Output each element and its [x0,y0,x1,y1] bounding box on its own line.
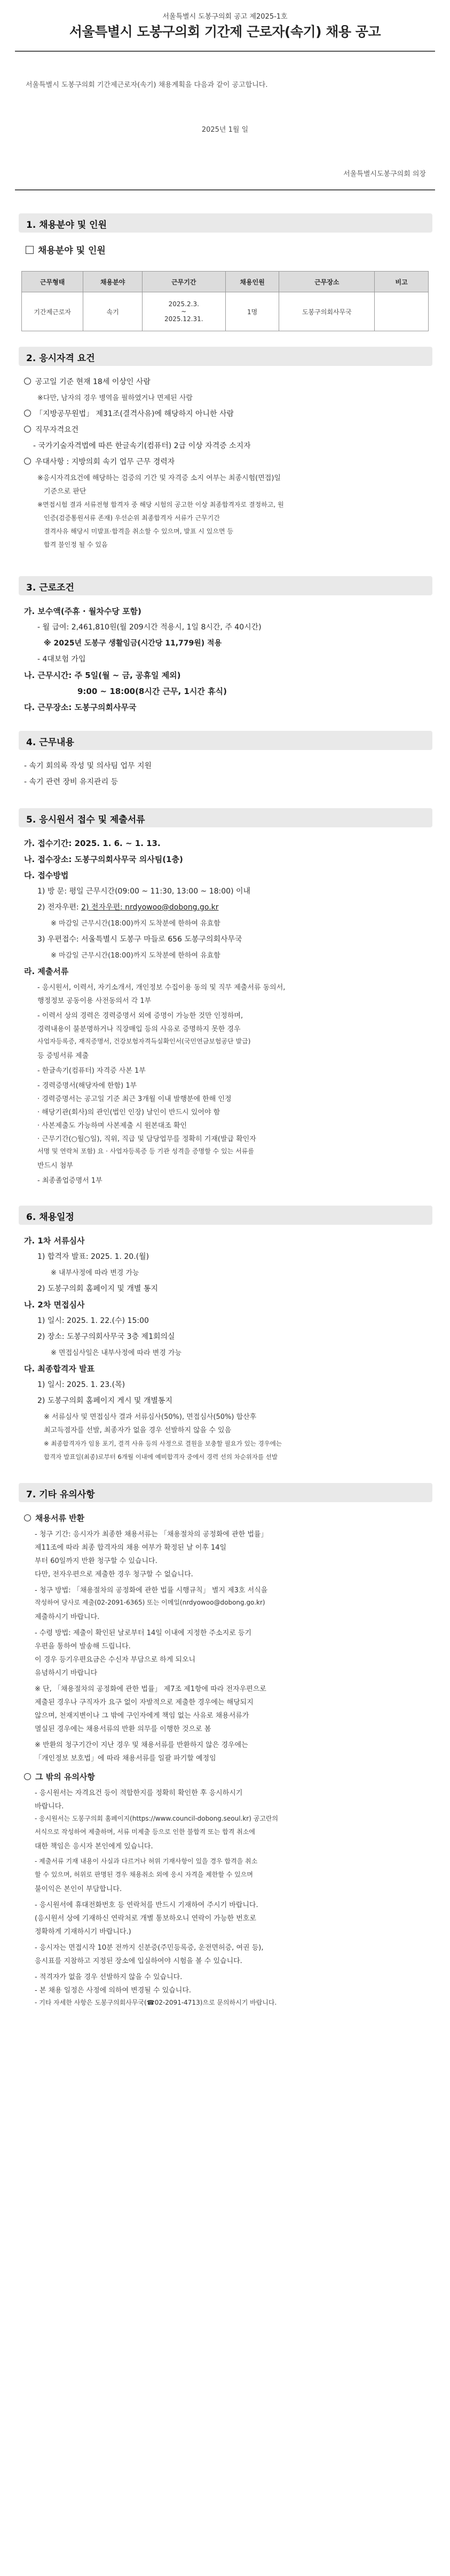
s7-line-18: 「개인정보 보호법」에 따라 채용서류를 일괄 파기할 예정임 [35,1754,216,1762]
s7-line-14: 제출된 경우나 구직자가 요구 없이 자발적으로 제출한 경우에는 해당되지 [35,1698,254,1706]
section-2-title: 2. 응시자격 요건 [26,353,95,364]
s2-line-11: 결격사유 해당시 미발표·합격을 취소할 수 있으며, 발표 시 있으면 등 [44,528,233,535]
s5-line-10: - 응시원서, 이력서, 자기소개서, 개인정보 수집이용 동의 및 직무 제출서류 동의서, [37,984,286,992]
issuer: 서울특별시도봉구의회 의장 [343,170,426,178]
s5-line-6: ※ 마감일 근무시간(18:00)까지 도착분에 한하여 유효함 [51,920,220,928]
notice-number: 서울특별시 도봉구의회 공고 제2025-1호 [162,13,288,21]
s6-line-1: 가. 1차 서류심사 [24,1236,85,1246]
section-4-title: 4. 근무내용 [26,737,74,748]
s2-line-1 [24,376,151,387]
cell-note [375,292,429,331]
s2-line-3 [24,408,234,419]
section-6-title: 6. 채용일정 [26,1212,74,1223]
s7-line-29: (응시원서 상에 기재하신 연락처로 개별 통보하오니 연락이 가능한 번호로 [35,1915,256,1923]
s2-line-10: 인증(검증통원서류 존재) 우선순위 최종합격자 서류가 근무기간 [44,514,220,522]
s6-line-8: ※ 면접심사일은 내부사정에 따라 변경 가능 [51,1349,182,1357]
section-1-header [19,213,432,233]
s5-line-5: 2) 전자우편: 2) 전자우편: nrdyowoo@dobong.go.kr [37,903,219,912]
circle-bullet-icon [24,1514,31,1521]
s5-line-20: · 사본제출도 가능하며 사본제출 시 원본대조 확인 [37,1122,187,1130]
s3-line-2: - 월 급여: 2,461,810원(월 209시간 적용시, 1일 8시간, 주 40시간) [37,623,262,632]
s2-line-3-text: 「지방공무원법」 제31조(결격사유)에 해당하지 아니한 사람 [35,410,234,418]
s7-line-8: 제출하시기 바랍니다. [35,1613,100,1621]
s5-line-14: 사업자등록증, 재직증명서, 건강보험자격득실확인서(국민연금보험공단 발급) [37,1038,251,1045]
s6-line-5: 나. 2차 면접심사 [24,1300,85,1310]
s7-line-3: 제11조에 따라 최종 합격자의 채용 여부가 확정된 날 이후 14일 [35,1544,227,1552]
s7-line-17: ※ 반환의 청구기간이 지난 경우 및 채용서류를 반환하지 않은 경우에는 [35,1741,248,1749]
cell-type: 기간제근로자 [22,292,83,331]
cell-field: 속기 [83,292,142,331]
s6-line-3: ※ 내부사정에 따라 변경 가능 [51,1269,139,1277]
s6-line-12: ※ 서류심사 및 면접심사 결과 서류심사(50%), 면접심사(50%) 합산후 [44,1413,257,1421]
s7-line-26: 할 수 있으며, 허위로 판명된 경우 채용취소 외에 응시 자격을 제한할 수 있으며 [35,1871,253,1878]
s6-line-14: ※ 최종합격자가 임용 포기, 결격 사유 등의 사정으로 결원을 보충할 필요가 있는 경우에는 [44,1440,282,1447]
section-6-header [19,1206,432,1225]
s5-line-21: · 근무기간(○월○일), 직위, 직급 및 담당업무를 정확히 기재(발급 확인자 [37,1135,256,1143]
s6-line-7: 2) 장소: 도봉구의회사무국 3층 제1회의실 [37,1333,175,1341]
s7-line-21: 바랍니다. [35,1803,64,1811]
intro-text: 서울특별시 도봉구의회 기간제근로자(속기) 채용계획을 다음과 같이 공고합니다. [26,81,268,89]
s7-line-24: 대한 책임은 응시자 본인에게 있습니다. [35,1843,153,1851]
s2-line-8: 기준으로 판단 [44,488,86,496]
recruit-table [21,271,429,331]
s7-line-1 [24,1512,84,1524]
s6-line-2: 1) 합격자 발표: 2025. 1. 20.(월) [37,1253,149,1261]
s5-line-19: · 해당기관(회사)의 관인(법인 인장) 날인이 반드시 있어야 함 [37,1108,220,1116]
circle-bullet-icon [24,426,31,433]
s2-line-4-text: 직무자격요건 [35,426,79,434]
col-place: 근무장소 [279,272,375,292]
s6-line-10: 1) 일시: 2025. 1. 23.(목) [37,1381,125,1389]
s7-line-33: - 적격자가 없을 경우 선발하지 않을 수 있습니다. [35,1973,183,1981]
col-period: 근무기간 [142,272,225,292]
circle-bullet-icon [24,410,31,417]
s7-line-9: - 수령 방법: 제출이 확인된 날로부터 14일 이내에 지정한 주소지로 등기 [35,1629,252,1637]
s7-line-7: 작성하여 당사로 제출(02-2091-6365) 또는 이메일(nrdyowoo@dobong.go.kr) [35,1599,265,1606]
s2-line-6-text: 우대사항 : 지방의회 속기 업무 근무 경력자 [35,458,175,466]
s6-line-13: 최고득점자를 선발, 최종자가 없을 경우 선발하지 않을 수 있음 [44,1426,232,1434]
section-5-header [19,808,432,827]
section-3-title: 3. 근로조건 [26,583,74,593]
s7-line-11: 이 경우 등기우편요금은 수신자 부담으로 하게 되오니 [35,1656,196,1664]
s5-line-16: - 한글속기(컴퓨터) 자격증 사본 1부 [37,1067,146,1075]
s7-line-28: - 응시원서에 휴대전화번호 등 연락처를 반드시 기재하여 주시기 바랍니다. [35,1901,258,1909]
s2-line-6 [24,456,175,467]
s2-line-7: ※응시자격요건에 해당하는 검증의 기간 및 자격증 소지 여부는 최종시험(면접)일 [37,474,281,482]
s7-line-35: - 기타 자세한 사항은 도봉구의회사무국(☎02-2091-4713)으로 문의하시기 바랍니다. [35,1999,277,2006]
col-field: 채용분야 [83,272,142,292]
s4-line-2: - 속기 관련 장비 유지관리 등 [24,778,119,786]
page-title: 서울특별시 도봉구의회 기간제 근로자(속기) 채용 공고 [69,24,381,39]
header-divider [15,189,435,190]
s3-line-3: ※ 2025년 도봉구 생활임금(시간당 11,779원) 적용 [44,639,222,648]
s4-line-1: - 속기 회의록 작성 및 의사팀 업무 지원 [24,762,152,770]
cell-period [142,292,225,331]
section-7-header [19,1483,432,1502]
s7-line-22: - 응시원서는 도봉구의회 홈페이지(https://www.council-dobong.seoul.kr) 공고란의 [35,1815,279,1822]
col-count: 채용인원 [225,272,279,292]
s5-line-11: 행정정보 공동이용 사전동의서 각 1부 [37,997,152,1005]
s7-line-15: 않으며, 천재지변이나 그 밖에 구인자에게 책임 없는 사유로 채용서류가 [35,1712,249,1720]
s3-line-4: - 4대보험 가입 [37,655,86,664]
s7-line-25: - 제출서류 기재 내용이 사실과 다르거나 허위 기재사항이 있을 경우 합격을 취소 [35,1857,258,1865]
title-divider [15,51,435,52]
s7-line-5: 다만, 전자우편으로 제출한 경우 청구할 수 없습니다. [35,1570,193,1578]
col-note: 비고 [375,272,429,292]
s5-line-2: 나. 접수장소: 도봉구의회사무국 의사팀(1층) [24,855,183,864]
s3-line-7: 다. 근무장소: 도봉구의회사무국 [24,703,137,712]
recruit-subheading [26,243,106,256]
s5-line-3: 다. 접수방법 [24,871,69,880]
s7-line-23: 서식으로 작성하여 제출하며, 서류 미제출 등으로 인한 불합격 또는 합격 취소에 [35,1828,255,1836]
s5-line-23: 반드시 첨부 [37,1162,73,1170]
col-type: 근무형태 [22,272,83,292]
s2-line-2: ※다만, 남자의 경우 병역을 필하였거나 면제된 사람 [37,394,193,402]
s5-line-7: 3) 우편접수: 서울특별시 도봉구 마들로 656 도봉구의회사무국 [37,935,242,944]
circle-bullet-icon [24,378,31,385]
s6-line-4: 2) 도봉구의회 홈페이지 및 개별 통지 [37,1285,158,1293]
s5-line-4: 1) 방 문: 평일 근무시간(09:00 ~ 11:30, 13:00 ~ 18:00) 이내 [37,887,251,896]
s5-line-9: 라. 제출서류 [24,967,69,976]
s6-line-11: 2) 도봉구의회 홈페이지 게시 및 개별통지 [37,1397,173,1405]
email-link[interactable]: 2) 전자우편: nrdyowoo@dobong.go.kr [81,903,219,912]
s7-line-20: - 응시원서는 자격요건 등이 적합한지를 정확히 확인한 후 응시하시기 [35,1789,243,1797]
section-2-header [19,347,432,366]
s2-line-4 [24,424,78,435]
s7-line-19 [24,1771,95,1782]
s5-line-12: - 이력서 상의 경력은 경력증명서 외에 증명이 가능한 것만 인정하며, [37,1012,243,1020]
s6-line-15: 합격자 발표일(최종)로부터 6개월 이내에 예비합격자 중에서 경력 선의 차순위자를 선발 [44,1453,278,1461]
checkbox-icon [26,246,34,254]
s7-line-16: 멸실된 경우에는 채용서류의 반환 의무를 이행한 것으로 봄 [35,1725,211,1733]
s6-line-6: 1) 일시: 2025. 1. 22.(수) 15:00 [37,1317,149,1325]
s5-line-15: 등 증빙서류 제출 [37,1052,89,1060]
s2-line-1-text: 공고일 기준 현재 18세 이상인 사람 [35,378,151,386]
table-row [22,292,429,331]
section-3-header [19,576,432,595]
s5-line-24: - 최종졸업증명서 1부 [37,1177,102,1185]
period-end: 2025.12.31. [164,315,203,323]
section-1-title: 1. 채용분야 및 인원 [26,220,107,230]
s7-line-10: 우편을 통하여 발송해 드립니다. [35,1642,131,1650]
recruit-subheading-label: 채용분야 및 인원 [38,245,106,256]
s7-line-4: 부터 60일까지 반환 청구할 수 있습니다. [35,1557,157,1565]
s7-line-13: ※ 단, 「채용절차의 공정화에 관한 법률」 제7조 제1항에 따라 전자우편으로 [35,1685,266,1693]
circle-bullet-icon [24,458,31,465]
s7-line-2: - 청구 기간: 응시자가 최종한 채용서류는 「채용절차의 공정화에 관한 법률」 [35,1530,268,1538]
circle-bullet-icon [24,1773,31,1780]
s5-line-8: ※ 마감일 근무시간(18:00)까지 도착분에 한하여 유효함 [51,952,220,960]
s2-line-5: - 국가기술자격법에 따른 한글속기(컴퓨터) 2급 이상 자격증 소지자 [33,442,251,450]
s5-line-17: - 경력증명서(해당자에 한함) 1부 [37,1082,137,1090]
s3-line-6: 9:00 ~ 18:00(8시간 근무, 1시간 휴식) [77,687,227,696]
s5-line-22: 서명 및 연락처 포함) 요 · 사업자등록증 등 기관 성격을 증명할 수 있는 서류를 [37,1147,254,1155]
cell-place: 도봉구의회사무국 [279,292,375,331]
s7-line-19-text: 그 밖의 유의사항 [35,1772,95,1782]
s3-line-5: 나. 근무시간: 주 5일(월 ~ 금, 공휴일 제외) [24,671,181,680]
s7-line-12: 유념하시기 바랍니다 [35,1669,98,1677]
s7-line-1-text: 채용서류 반환 [35,1513,85,1523]
section-4-header [19,731,432,750]
table-header-row [22,272,429,292]
s5-line-1: 가. 접수기간: 2025. 1. 6. ~ 1. 13. [24,839,161,848]
s7-line-30: 정확하게 기재하시기 바랍니다.) [35,1928,131,1936]
s7-line-32: 응시표를 지참하고 지정된 장소에 입실하여야 시험을 볼 수 있습니다. [35,1957,242,1965]
s7-line-31: - 응시자는 면접시작 10분 전까지 신분증(주민등록증, 운전면허증, 여권 등), [35,1944,264,1952]
section-5-title: 5. 응시원서 접수 및 제출서류 [26,815,145,825]
s5-line-18: · 경력증명서는 공고일 기준 최근 3개월 이내 발행분에 한해 인정 [37,1095,232,1103]
notice-date: 2025년 1월 일 [201,126,249,134]
s3-line-1: 가. 보수액(주휴 · 월차수당 포함) [24,607,141,616]
s2-line-12: 합격 불인정 될 수 있음 [44,541,108,548]
cell-count: 1명 [225,292,279,331]
period-separator: ~ [181,308,187,315]
s6-line-9: 다. 최종합격자 발표 [24,1364,95,1374]
s5-line-13: 경력내용이 불분명하거나 직장매입 등의 사유로 증명하지 못한 경우 [37,1025,241,1033]
s7-line-6: - 청구 방법: 「채용절차의 공정화에 관한 법률 시행규칙」 별지 제3호 서식을 [35,1586,268,1594]
period-start: 2025.2.3. [168,300,199,308]
section-7-title: 7. 기타 유의사항 [26,1489,95,1500]
s2-line-9: ※면접시험 결과 서류전형 합격자 중 해당 시험의 공고한 이상 최종합격자로 결정하고, 원 [37,501,284,508]
s7-line-27: 불이익은 본인이 부담합니다. [35,1885,122,1893]
s7-line-34: - 본 채용 일정은 사정에 의하여 변경될 수 있습니다. [35,1987,192,1995]
